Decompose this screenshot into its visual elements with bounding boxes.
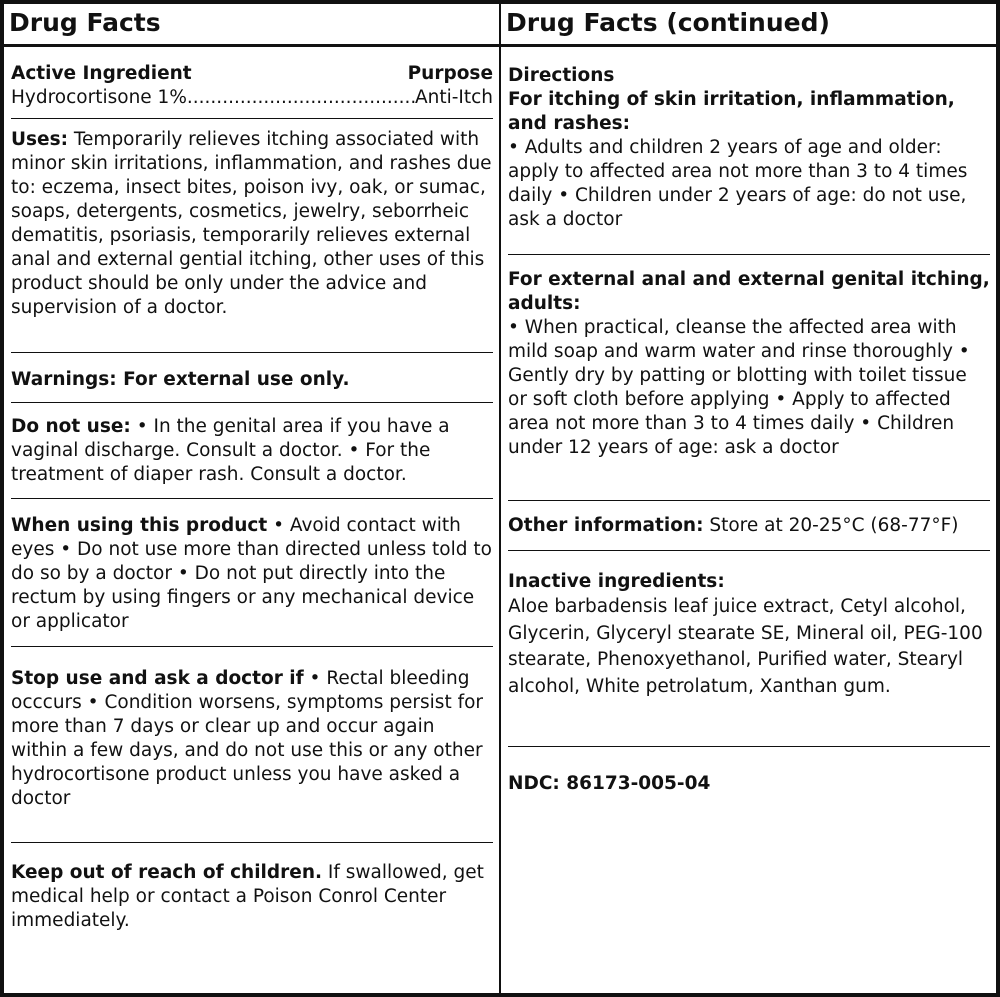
ndc-number: NDC: 86173-005-04: [508, 773, 711, 794]
warnings-section: [11, 368, 493, 392]
keep-out-text: If swallowed, get medical help or contact a Poison Conrol Center immediately.: [11, 862, 484, 931]
uses-label: Uses:: [11, 129, 68, 150]
active-ingredient-name: Hydrocortisone 1% .....: [11, 86, 415, 110]
divider: [508, 746, 990, 747]
drug-facts-right-panel: [499, 0, 1000, 997]
active-ingredient-row: [11, 86, 493, 110]
inactive-ingredients-heading: Inactive ingredients:: [508, 571, 725, 592]
directions-text-skin: • Adults and children 2 years of age and older: apply to affected area not more than 3 to 4 times daily • Children under 2 years of age: do not use, ask a doctor: [508, 137, 968, 230]
when-using-label: When using this product: [11, 515, 268, 536]
keep-out-label: Keep out of reach of children.: [11, 862, 323, 883]
uses-text: Temporarily relieves itching associated with minor skin irritations, inflammation, and rashes due to: eczema, insect bites, poison ivy, oak, or sumac, soaps, detergents, cosmetics, jewelry, seborrheic dematitis, psoriasis, temporarily relieves external anal and external gential itching, other uses of this product should be only under the advice and supervision of a doctor.: [11, 129, 492, 318]
warnings-heading: Warnings: For external use only.: [11, 369, 350, 390]
do-not-use-section: [11, 415, 493, 487]
inactive-ingredients-text: Aloe barbadensis leaf juice extract, Cetyl alcohol, Glycerin, Glyceryl stearate SE, Mineral oil, PEG-100 stearate, Phenoxyethanol, Purified water, Stearyl alcohol, White petrolatum, Xanthan gum.: [508, 596, 983, 697]
directions-subheading-skin: For itching of skin irritation, inflammation, and rashes:: [508, 89, 955, 134]
inactive-ingredients-section: [508, 570, 990, 700]
divider: [508, 254, 990, 255]
divider: [11, 842, 493, 843]
do-not-use-text: • In the genital area if you have a vaginal discharge. Consult a doctor. • For the treatment of diaper rash. Consult a doctor.: [11, 416, 450, 485]
stop-use-section: [11, 667, 493, 811]
active-ingredient-heading: Active Ingredient: [11, 63, 192, 84]
left-panel-title: Drug Facts: [4, 4, 499, 47]
stop-use-text: • Rectal bleeding occcurs • Condition worsens, symptoms persist for more than 7 days or clear up and occur again within a few days, and do not use this or any other hydrocortisone product unless you have asked a doctor: [11, 668, 484, 809]
do-not-use-label: Do not use:: [11, 416, 131, 437]
divider: [508, 550, 990, 551]
keep-out-section: [11, 861, 493, 933]
external-itching-subheading: For external anal and external genital itching, adults:: [508, 269, 990, 314]
purpose-heading: Purpose: [407, 63, 493, 84]
external-itching-text: • When practical, cleanse the affected area with mild soap and warm water and rinse thoroughly • Gently dry by patting or blotting with toilet tissue or soft cloth before applying • Apply to affected area not more than 3 to 4 times daily • Children under 12 years of age: ask a doctor: [508, 317, 970, 458]
stop-use-label: Stop use and ask a doctor if: [11, 668, 304, 689]
other-information-label: Other information:: [508, 515, 704, 536]
other-information-section: [508, 514, 990, 538]
uses-section: [11, 128, 493, 320]
when-using-text: • Avoid contact with eyes • Do not use more than directed unless told to do so by a doctor • Do not put directly into the rectum by using fingers or any mechanical device or applicator: [11, 515, 492, 632]
divider: [11, 118, 493, 119]
ndc-section: [508, 772, 990, 796]
other-information-text: Store at 20-25°C (68-77°F): [703, 515, 959, 536]
active-ingredient-section: [11, 62, 493, 110]
active-ingredient-purpose: Anti-Itch: [414, 87, 493, 108]
divider: [11, 498, 493, 499]
when-using-section: [11, 514, 493, 634]
right-panel-title: Drug Facts (continued): [501, 4, 996, 47]
directions-section: [508, 64, 990, 232]
divider: [11, 402, 493, 403]
divider: [11, 646, 493, 647]
external-itching-section: [508, 268, 990, 460]
divider: [11, 352, 493, 353]
active-heading-row: [11, 62, 493, 86]
divider: [508, 500, 990, 501]
directions-heading: Directions: [508, 65, 615, 86]
